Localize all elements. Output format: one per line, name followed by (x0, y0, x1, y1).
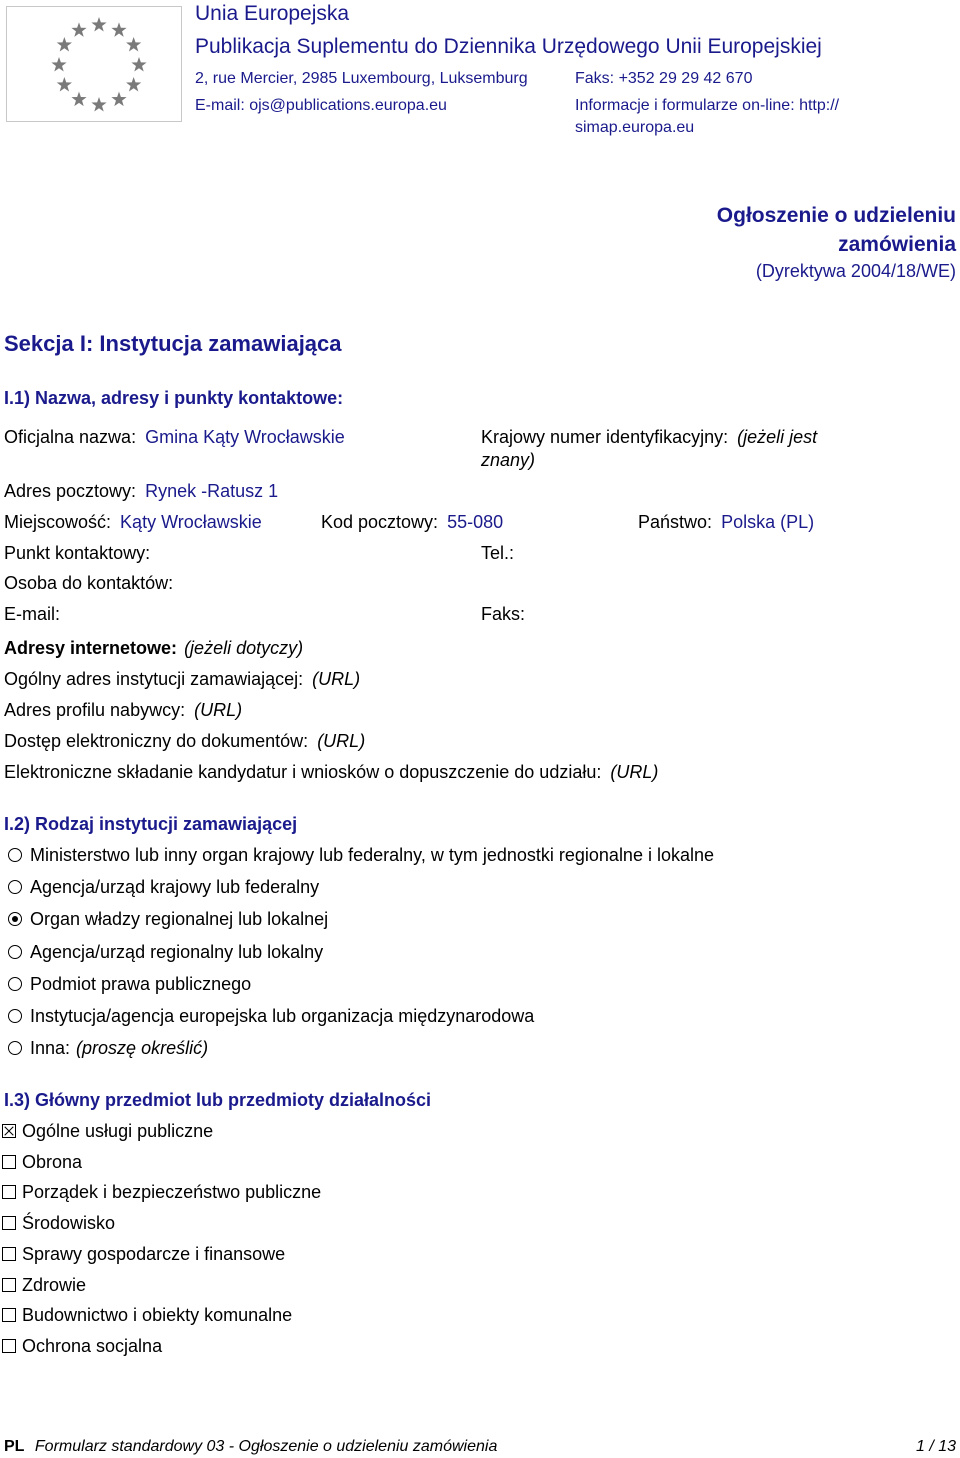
eu-star-icon (91, 97, 106, 111)
header-info-line1: Informacje i formularze on-line: http:// (575, 97, 840, 114)
footer-form-name: Formularz standardowy 03 - Ogłoszenie o udzieleniu zamówienia (34, 1438, 498, 1455)
i2-option[interactable] (8, 909, 328, 930)
postal-row (4, 481, 278, 502)
header-address: 2, rue Mercier, 2985 Luxembourg, Luksemburg (195, 70, 528, 87)
radio-button-icon[interactable] (8, 912, 22, 926)
official-name-row (4, 427, 345, 448)
official-name-value: Gmina Kąty Wrocławskie (145, 427, 345, 447)
official-name-label: Oficjalna nazwa: (4, 427, 137, 447)
town-value: Kąty Wrocławskie (120, 512, 262, 532)
radio-button-icon[interactable] (8, 945, 22, 959)
town-row (4, 512, 262, 533)
eu-star-icon (71, 22, 86, 36)
country-label: Państwo: (638, 512, 713, 532)
i2-option-label: Agencja/urząd krajowy lub federalny (30, 877, 320, 897)
i3-option-label: Porządek i bezpieczeństwo publiczne (22, 1182, 322, 1203)
i3-title: I.3) Główny przedmiot lub przedmioty działalności (4, 1090, 432, 1110)
i3-option-label: Budownictwo i obiekty komunalne (22, 1305, 293, 1326)
e-access-row (4, 731, 365, 752)
general-addr-row (4, 669, 360, 690)
i2-option-label: Podmiot prawa publicznego (30, 974, 252, 994)
i2-option[interactable] (8, 974, 251, 995)
i3-option[interactable] (2, 1275, 86, 1296)
eu-star-icon (51, 57, 66, 71)
i3-option-label: Sprawy gospodarcze i finansowe (22, 1243, 286, 1264)
radio-button-icon[interactable] (8, 1041, 22, 1055)
eu-star-icon (71, 92, 86, 106)
i3-option[interactable] (2, 1213, 115, 1234)
general-addr-url: (URL) (312, 669, 361, 689)
i1-title: I.1) Nazwa, adresy i punkty kontaktowe: (4, 388, 344, 408)
fax-label: Faks: (481, 604, 526, 624)
contact-point-label: Punkt kontaktowy: (4, 543, 151, 563)
national-id-row (481, 427, 817, 448)
checkbox-icon[interactable] (2, 1308, 16, 1322)
postal-label: Adres pocztowy: (4, 481, 137, 501)
checkbox-icon[interactable] (2, 1216, 16, 1230)
postcode-label: Kod pocztowy: (321, 512, 439, 532)
e-access-label: Dostęp elektroniczny do dokumentów: (4, 731, 309, 751)
buyer-profile-label: Adres profilu nabywcy: (4, 700, 186, 720)
email-label: E-mail: (4, 604, 61, 624)
doc-title-line1: Ogłoszenie o udzieleniu (716, 204, 956, 227)
radio-button-icon[interactable] (8, 880, 22, 894)
footer-left (4, 1438, 497, 1456)
i3-option-label: Ogólne usługi publiczne (22, 1121, 214, 1141)
internet-label: Adresy internetowe: (4, 638, 178, 658)
footer-page: 1 / 13 (915, 1438, 956, 1455)
section-title: Sekcja I: Instytucja zamawiająca (4, 331, 342, 356)
header-email: E-mail: ojs@publications.europa.eu (195, 97, 447, 114)
i2-option-label: Inna: (30, 1038, 71, 1058)
i2-title: I.2) Rodzaj instytucji zamawiającej (4, 814, 298, 834)
header-fax: Faks: +352 29 29 42 670 (575, 70, 753, 87)
e-submission-url: (URL) (610, 762, 659, 782)
radio-button-icon[interactable] (8, 1009, 22, 1023)
eu-logo (6, 6, 182, 122)
eu-star-icon (111, 22, 126, 36)
i3-option[interactable] (2, 1182, 321, 1203)
town-label: Miejscowość: (4, 512, 112, 532)
eu-star-icon (111, 92, 126, 106)
eu-star-icon (131, 57, 146, 71)
i2-option-label: Agencja/urząd regionalny lub lokalny (30, 942, 324, 962)
i2-option[interactable] (8, 877, 319, 898)
checkbox-icon[interactable] (2, 1247, 16, 1261)
i3-option[interactable] (2, 1244, 285, 1265)
i2-other-note: (proszę określić) (76, 1038, 209, 1058)
i3-option[interactable] (2, 1121, 213, 1142)
tel-label: Tel.: (481, 543, 515, 563)
country-row (638, 512, 814, 533)
checkbox-icon[interactable] (2, 1278, 16, 1292)
i2-option[interactable] (8, 942, 323, 963)
i2-option[interactable] (8, 1038, 208, 1059)
national-id-note1: (jeżeli jest (737, 427, 818, 447)
checkbox-icon[interactable] (2, 1155, 16, 1169)
general-addr-label: Ogólny adres instytucji zamawiającej: (4, 669, 304, 689)
postal-value: Rynek -Ratusz 1 (145, 481, 279, 501)
i2-option[interactable] (8, 1006, 534, 1027)
country-value: Polska (PL) (721, 512, 815, 532)
e-submission-label: Elektroniczne składanie kandydatur i wniosków o dopuszczenie do udziału: (4, 762, 602, 782)
buyer-profile-url: (URL) (194, 700, 243, 720)
i2-option-label: Ministerstwo lub inny organ krajowy lub federalny, w tym jednostki regionalne i lokalne (30, 845, 714, 865)
header-info-line2: simap.europa.eu (575, 119, 695, 136)
checkbox-icon[interactable] (2, 1124, 16, 1138)
contact-person-label: Osoba do kontaktów: (4, 573, 174, 593)
i3-option[interactable] (2, 1305, 292, 1326)
buyer-profile-row (4, 700, 242, 721)
i2-option-label: Organ władzy regionalnej lub lokalnej (30, 909, 329, 929)
doc-title-line2: zamówienia (838, 233, 956, 256)
i2-option[interactable] (8, 845, 714, 866)
national-id-label: Krajowy numer identyfikacyjny: (481, 427, 729, 447)
e-access-url: (URL) (317, 731, 366, 751)
eu-star-icon (57, 37, 72, 51)
postcode-row (321, 512, 503, 533)
eu-stars-icon (7, 7, 181, 121)
radio-button-icon[interactable] (8, 977, 22, 991)
eu-star-icon (126, 37, 141, 51)
checkbox-icon[interactable] (2, 1185, 16, 1199)
checkbox-icon[interactable] (2, 1339, 16, 1353)
i3-option[interactable] (2, 1336, 162, 1357)
postcode-value: 55-080 (447, 512, 504, 532)
i3-option-label: Zdrowie (22, 1274, 87, 1295)
radio-button-icon[interactable] (8, 848, 22, 862)
internet-row (4, 638, 303, 659)
header-publication: Publikacja Suplementu do Dziennika Urzędowego Unii Europejskiej (195, 35, 822, 58)
i3-option-label: Środowisko (22, 1213, 116, 1234)
header-org: Unia Europejska (195, 2, 350, 25)
i3-option-label: Obrona (22, 1151, 83, 1172)
eu-star-icon (126, 77, 141, 91)
doc-directive: (Dyrektywa 2004/18/WE) (755, 261, 956, 281)
i2-option-label: Instytucja/agencja europejska lub organizacja międzynarodowa (30, 1006, 535, 1026)
internet-note: (jeżeli dotyczy) (184, 638, 304, 658)
eu-star-icon (91, 17, 106, 31)
i3-option-label: Ochrona socjalna (22, 1335, 163, 1356)
e-submission-row (4, 762, 658, 783)
checkbox-cross-icon (3, 1125, 15, 1137)
footer-lang: PL (4, 1438, 25, 1455)
i3-option[interactable] (2, 1152, 82, 1173)
eu-star-icon (57, 77, 72, 91)
national-id-note2: znany) (481, 450, 536, 470)
